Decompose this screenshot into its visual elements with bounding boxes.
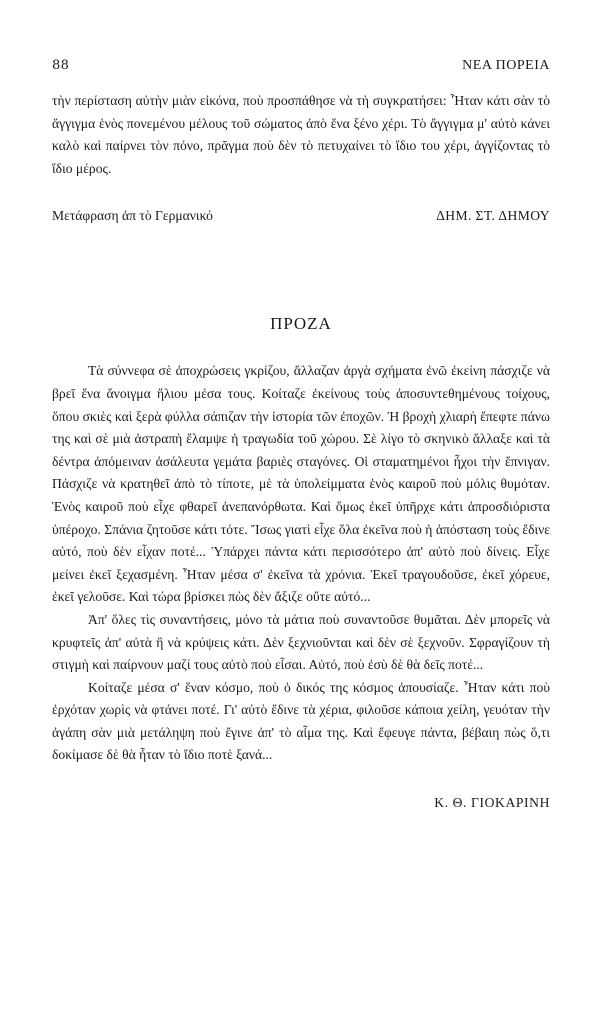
translator-name: ΔΗΜ. ΣΤ. ΔΗΜΟΥ bbox=[436, 208, 550, 224]
piece-title: ΠΡΟΖΑ bbox=[270, 314, 332, 334]
page-number: 88 bbox=[52, 58, 70, 73]
closing-paragraph: τὴν περίσταση αὐτὴν μιὰν εἰκόνα, ποὺ προσπάθησε νὰ τὴ συγκρατήσει: Ἦταν κάτι σὰν τὸ ἄγγιγμα ἑνὸς πονεμένου μέλους τοῦ σώματος ἀπὸ ἕνα ξένο χέρι. Τὸ ἄγγιγμα μ' αὐτὸ κάνει καλὸ καὶ παίρνει τὸν πόνο, πρᾶγμα ποὺ δὲν τὸ πετυχαίνει τὸ ἴδιο του χέρι, ἀγγίζοντας τὸ ἴδιο μέρος. bbox=[52, 93, 550, 176]
running-header bbox=[52, 58, 550, 80]
book-page bbox=[52, 58, 550, 811]
author-signature: Κ. Θ. ΓΙΟΚΑΡΙΝΗ bbox=[434, 795, 550, 811]
paragraph-1: Τὰ σύννεφα σὲ ἀποχρώσεις γκρίζου, ἄλλαζαν ἀργὰ σχήματα ἐνῶ ἐκείνη πάσχιζε νὰ βρεῖ ἕνα ἄνοιγμα ἥλιου μέσα τους. Κοίταζε ἐκείνους τοὺς ἀποσυντεθημένους τοίχους, ὅπου σκιὲς καὶ ξερὰ φύλλα σάπιζαν τὴν ἱστορία τῶν ἐποχῶν. Ἡ βροχὴ χλιαρὴ ἔπεφτε πάνω της καὶ σὲ μιὰ ἀστραπὴ ἔλαμψε ἡ τραγωδία τοῦ χώρου. Σὲ λίγο τὸ σκηνικὸ ἄλλαξε καὶ τὰ δέντρα ἀπόμειναν ἀσάλευτα γεμάτα βαριὲς σταγόνες. Οἱ σταματημένοι ἦχοι τὴν ἔπνιγαν. Πάσχιζε νὰ κρατηθεῖ ἀπὸ τὸ τίποτε, μὲ τὰ ὑπολείμματα ἑνὸς καιροῦ ποὺ μόλις θυμόταν. Ἑνὸς καιροῦ ποὺ εἶχε φθαρεῖ ἀνεπανόρθωτα. Καὶ ὅμως ἐκεῖ ὑπῆρχε κάτι ἀπροσδιόριστα ὑπέροχο. Σπάνια ζητοῦσε κάτι τότε. Ἴσως γιατὶ εἶχε ὅλα ἐκεῖνα ποὺ ἡ ἀπόσταση τοὺς ἔδινε αὐτό, ποὺ δὲν εἶχαν ποτέ... Ὑπάρχει πάντα κάτι περισσότερο ἀπ' αὐτὸ ποὺ δίνεις. Εἶχε μείνει ἐκεῖ ξεχασμένη. Ἦταν μέσα σ' ἐκεῖνα τὰ χρόνια. Ἐκεῖ τραγουδοῦσε, ἐκεῖ χόρευε, ἐκεῖ γελοῦσε. Καὶ τώρα βρίσκει πὼς δὲν ἄξιζε οὔτε αὐτό... bbox=[52, 363, 550, 605]
journal-title: ΝΕΑ ΠΟΡΕΙΑ bbox=[462, 58, 550, 73]
previous-piece-ending bbox=[52, 90, 550, 180]
paragraph-2: Ἀπ' ὅλες τὶς συναντήσεις, μόνο τὰ μάτια ποὺ συναντοῦσε θυμᾶται. Δὲν μπορεῖς νὰ κρυφτεῖς ἀπ' αὐτὰ ἢ νὰ κρύψεις κάτι. Δὲν ξεχνιοῦνται καὶ δὲν σὲ ξεχνοῦν. Σφραγίζουν τὴ στιγμὴ καὶ παίρνουν μαζί τους αὐτὸ ποὺ εἶσαι. Αὐτό, ποὺ ἐσὺ δὲ θὰ δεῖς ποτέ... bbox=[52, 611, 550, 673]
translation-credit bbox=[52, 208, 550, 224]
paragraph-3: Κοίταζε μέσα σ' ἕναν κόσμο, ποὺ ὁ δικός της κόσμος ἀπουσίαζε. Ἦταν κάτι ποὺ ἐρχόταν χωρὶς νὰ φτάνει ποτέ. Γι' αὐτὸ ἔδινε τὰ χέρια, φιλοῦσε κάποια χείλη, γευόταν τὴν ἀγάπη σὰν μιὰ μετάληψη ποὺ ἔγινε ἀπ' τὸ αἷμα της. Καὶ ἔφευγε πάντα, βέβαιη πὼς ὅ,τι δοκίμασε δὲ θὰ ἦταν τὸ ἴδιο ποτὲ ξανά... bbox=[52, 679, 550, 763]
translation-note: Μετάφραση ἀπ τὸ Γερμανικό bbox=[52, 208, 213, 224]
piece-body bbox=[52, 360, 550, 767]
